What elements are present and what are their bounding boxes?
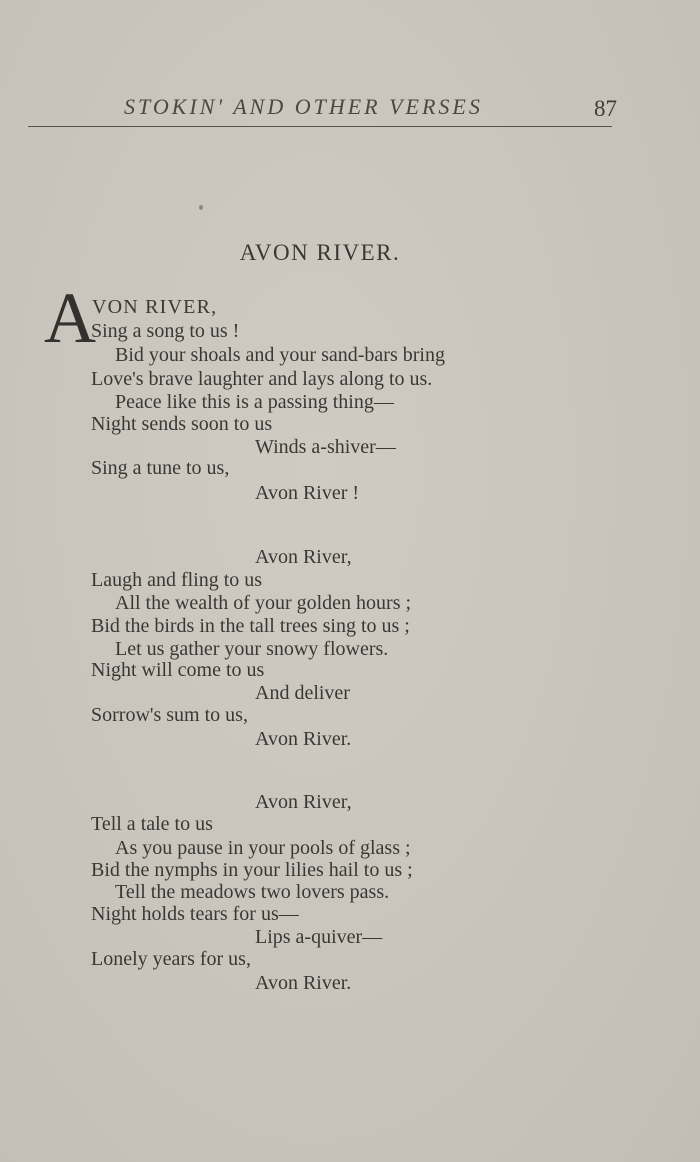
poem-line: Love's brave laughter and lays along to us. bbox=[91, 368, 433, 390]
poem-line: Bid the nymphs in your lilies hail to us ; bbox=[91, 859, 413, 881]
header-rule bbox=[28, 126, 612, 127]
poem-line: VON RIVER, bbox=[92, 296, 218, 318]
poem-line: Lonely years for us, bbox=[91, 948, 251, 970]
paper-speck bbox=[199, 205, 203, 210]
poem-line: Let us gather your snowy flowers. bbox=[115, 638, 389, 660]
poem-line: All the wealth of your golden hours ; bbox=[115, 592, 412, 614]
poem-line: Night holds tears for us— bbox=[91, 903, 299, 925]
poem-line: Sing a song to us ! bbox=[91, 320, 240, 342]
page-number: 87 bbox=[594, 96, 617, 121]
poem-line: Tell a tale to us bbox=[91, 813, 213, 835]
poem-line: Night sends soon to us bbox=[91, 413, 273, 435]
poem-line: Lips a-quiver— bbox=[255, 926, 383, 948]
poem-line: Bid the birds in the tall trees sing to us ; bbox=[91, 615, 410, 637]
poem-line: Avon River, bbox=[255, 546, 352, 568]
poem-line: Avon River. bbox=[255, 728, 352, 750]
poem-line: Laugh and fling to us bbox=[91, 569, 263, 591]
poem-line: Winds a-shiver— bbox=[255, 436, 396, 458]
poem-line: Bid your shoals and your sand-bars bring bbox=[115, 344, 445, 366]
poem-line: Sing a tune to us, bbox=[91, 457, 230, 479]
running-head-title: STOKIN' AND OTHER VERSES bbox=[124, 94, 483, 119]
poem-title: AVON RIVER. bbox=[239, 240, 401, 265]
poem-line: Avon River. bbox=[255, 972, 352, 994]
poem-line: Avon River ! bbox=[255, 482, 360, 504]
poem-line: Tell the meadows two lovers pass. bbox=[115, 881, 390, 903]
poem-line: Avon River, bbox=[255, 791, 352, 813]
poem-line: Night will come to us bbox=[91, 659, 265, 681]
drop-cap: A bbox=[44, 278, 96, 358]
poem-line: As you pause in your pools of glass ; bbox=[115, 837, 411, 859]
poem-line: Peace like this is a passing thing— bbox=[115, 391, 394, 413]
poem-line: Sorrow's sum to us, bbox=[91, 704, 248, 726]
poem-line: And deliver bbox=[255, 682, 350, 704]
